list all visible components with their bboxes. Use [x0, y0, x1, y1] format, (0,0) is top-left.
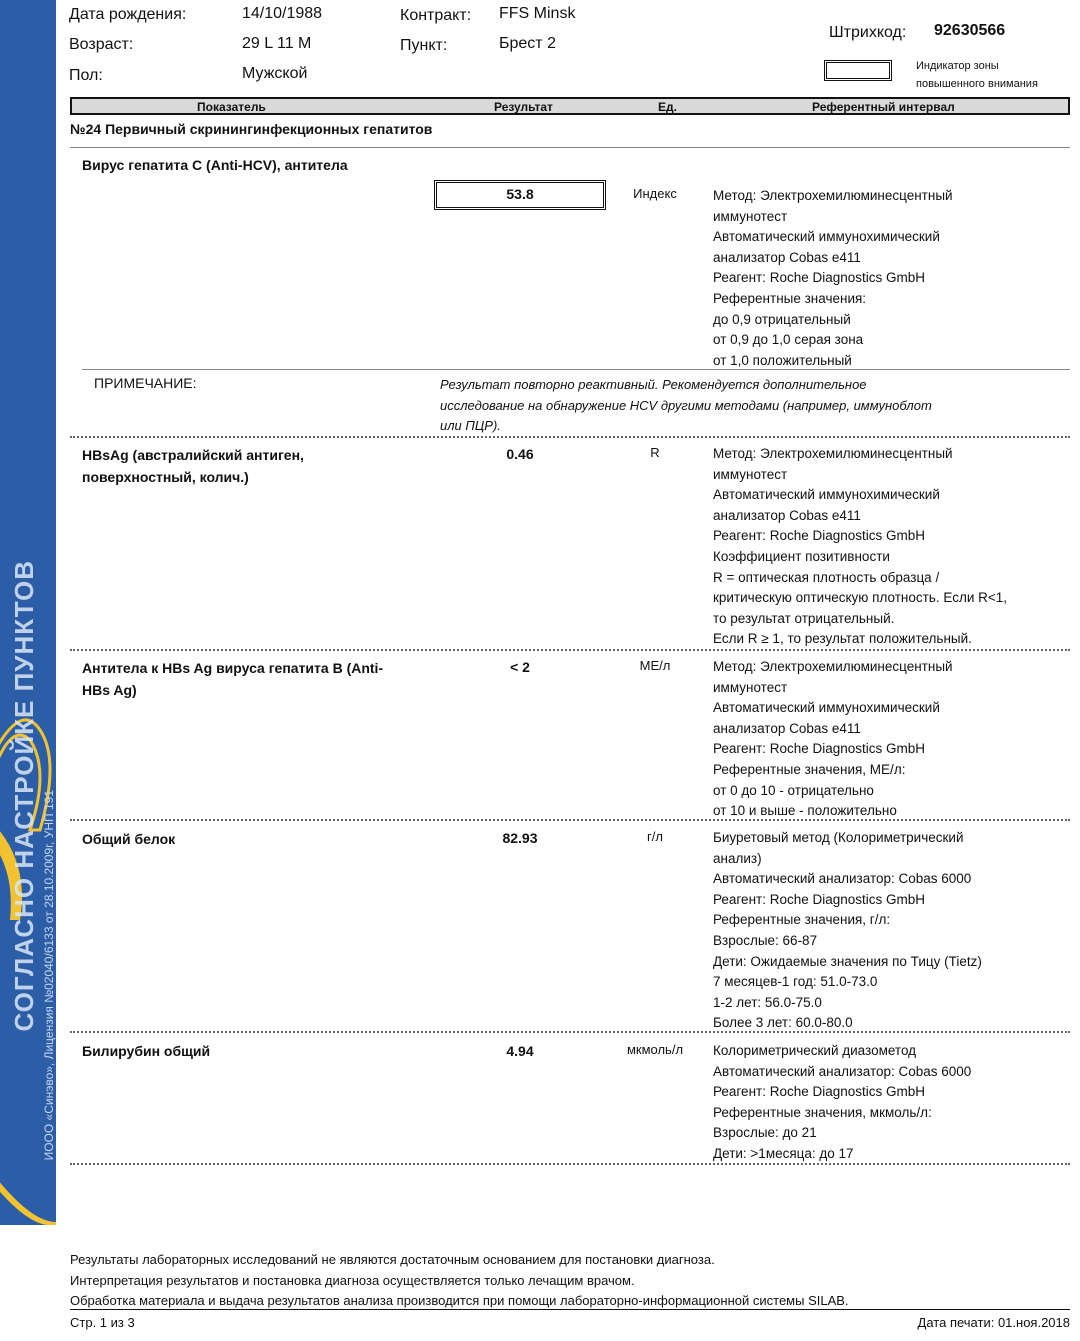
note-label: ПРИМЕЧАНИЕ: — [94, 375, 197, 391]
test-name-bilirubin: Билирубин общий — [82, 1043, 211, 1059]
test-name-hbsag: HBsAg (австралийский антиген, поверхностный, колич.) — [82, 447, 304, 485]
test-unit-hbsag: R — [650, 445, 660, 460]
test-result-hbsag: 0.46 — [506, 446, 534, 462]
left-sidebar-banner — [0, 0, 56, 1225]
barcode-label: Штрихкод: — [829, 24, 907, 41]
note-text: Результат повторно реактивный. Рекомендуется дополнительное исследование на обнаружение HCV другими методами (например, иммуноблот или ПЦР). — [440, 377, 932, 434]
sidebar-license: ИООО «Синэво», Лицензия №02040/6133 от 28.10.2009г, УНП 191 — [42, 790, 56, 1161]
test-reference-hbsag: Метод: Электрохемилюминесцентный иммунотест Автоматический иммунохимический анализатор Cobas e411 Реагент: Roche Diagnostics GmbH Коэффициент позитивности R = оптическая плотность образца / критическую оптическую плотность. Если R<1, то результат отрицательный. Если R ≥ 1, то результат положительный. — [713, 446, 1008, 647]
header-unit: Ед. — [658, 100, 677, 114]
print-date: Дата печати: 01.ноя.2018 — [917, 1315, 1070, 1330]
dob-label: Дата рождения: — [69, 6, 187, 23]
sex-label: Пол: — [69, 67, 103, 84]
test-result-anti-hcv: 53.8 — [506, 186, 534, 202]
row-separator — [70, 649, 1070, 651]
contract-value: FFS Minsk — [499, 5, 576, 22]
age-label: Возраст: — [69, 36, 134, 53]
sidebar-title: СОГЛАСНО НАСТРОЙКЕ ПУНКТОВ — [9, 560, 39, 1032]
header-reference: Референтный интервал — [812, 100, 955, 114]
test-name-total-protein: Общий белок — [82, 831, 176, 847]
test-name-anti-hcv: Вирус гепатита С (Anti-HCV), антитела — [82, 157, 348, 173]
barcode-value: 92630566 — [934, 22, 1006, 39]
test-result-bilirubin: 4.94 — [506, 1043, 534, 1059]
row-separator — [70, 436, 1070, 438]
test-result-anti-hbs: < 2 — [510, 659, 530, 675]
header-indicator: Показатель — [197, 100, 266, 114]
row-separator — [70, 1163, 1070, 1165]
test-unit-anti-hbs: МЕ/л — [639, 658, 671, 673]
point-value: Брест 2 — [499, 35, 556, 52]
age-value: 29 L 11 M — [242, 35, 312, 52]
section-rule — [70, 147, 1070, 148]
footer-disclaimer-3: Обработка материала и выдача результатов анализа производится при помощи лабораторно-информационной системы SILAB. — [70, 1293, 1070, 1310]
test-name-anti-hbs: Антитела к HBs Ag вируса гепатита В (Anti-HBs Ag) — [82, 660, 384, 698]
note-rule — [82, 369, 1070, 370]
test-unit-anti-hcv: Индекс — [633, 186, 677, 201]
attention-indicator-label: Индикатор зоны повышенного внимания — [916, 60, 1038, 90]
attention-indicator-box — [824, 60, 892, 81]
page-number: Стр. 1 из 3 — [70, 1315, 135, 1330]
footer-disclaimer-1: Результаты лабораторных исследований не являются достаточным основанием для постановки диагноза. — [70, 1252, 715, 1267]
test-reference-anti-hcv: Метод: Электрохемилюминесцентный иммунотест Автоматический иммунохимический анализатор Cobas e411 Реагент: Roche Diagnostics GmbH Референтные значения: до 0,9 отрицательный от 0,9 до 1,0 серая зона от 1,0 положительный — [713, 188, 953, 368]
test-reference-anti-hbs: Метод: Электрохемилюминесцентный иммунотест Автоматический иммунохимический анализатор Cobas e411 Реагент: Roche Diagnostics GmbH Референтные значения, МЕ/л: от 0 до 10 - отрицательно от 10 и выше - положительно — [713, 659, 953, 819]
test-result-total-protein: 82.93 — [502, 830, 538, 846]
contract-label: Контракт: — [400, 7, 472, 24]
test-reference-total-protein: Биуретовый метод (Колориметрический анализ) Автоматический анализатор: Cobas 6000 Реагент: Roche Diagnostics GmbH Референтные значения, г/л: Взрослые: 66-87 Дети: Ожидаемые значения по Тицу (Tietz) 7 месяцев-1 год: 51.0-73.0 1-2 лет: 56.0-75.0 Более 3 лет: 60.0-80.0 — [713, 830, 982, 1031]
row-separator — [70, 819, 1070, 821]
footer-disclaimer-2: Интерпретация результатов и постановка диагноза осуществляется только лечащим врачом. — [70, 1273, 635, 1288]
header-result: Результат — [494, 100, 553, 114]
test-unit-total-protein: г/л — [647, 829, 663, 844]
point-label: Пункт: — [400, 37, 448, 54]
test-unit-bilirubin: мкмоль/л — [626, 1042, 684, 1057]
table-header — [70, 97, 1070, 115]
dob-value: 14/10/1988 — [242, 5, 323, 22]
section-title: №24 Первичный скринингинфекционных гепатитов — [70, 121, 433, 137]
sex-value: Мужской — [242, 65, 308, 82]
row-separator — [70, 1031, 1070, 1033]
test-reference-bilirubin: Колориметрический диазометод Автоматический анализатор: Cobas 6000 Реагент: Roche Diagnostics GmbH Референтные значения, мкмоль/л: Взрослые: до 21 Дети: >1месяца: до 17 — [713, 1043, 972, 1161]
